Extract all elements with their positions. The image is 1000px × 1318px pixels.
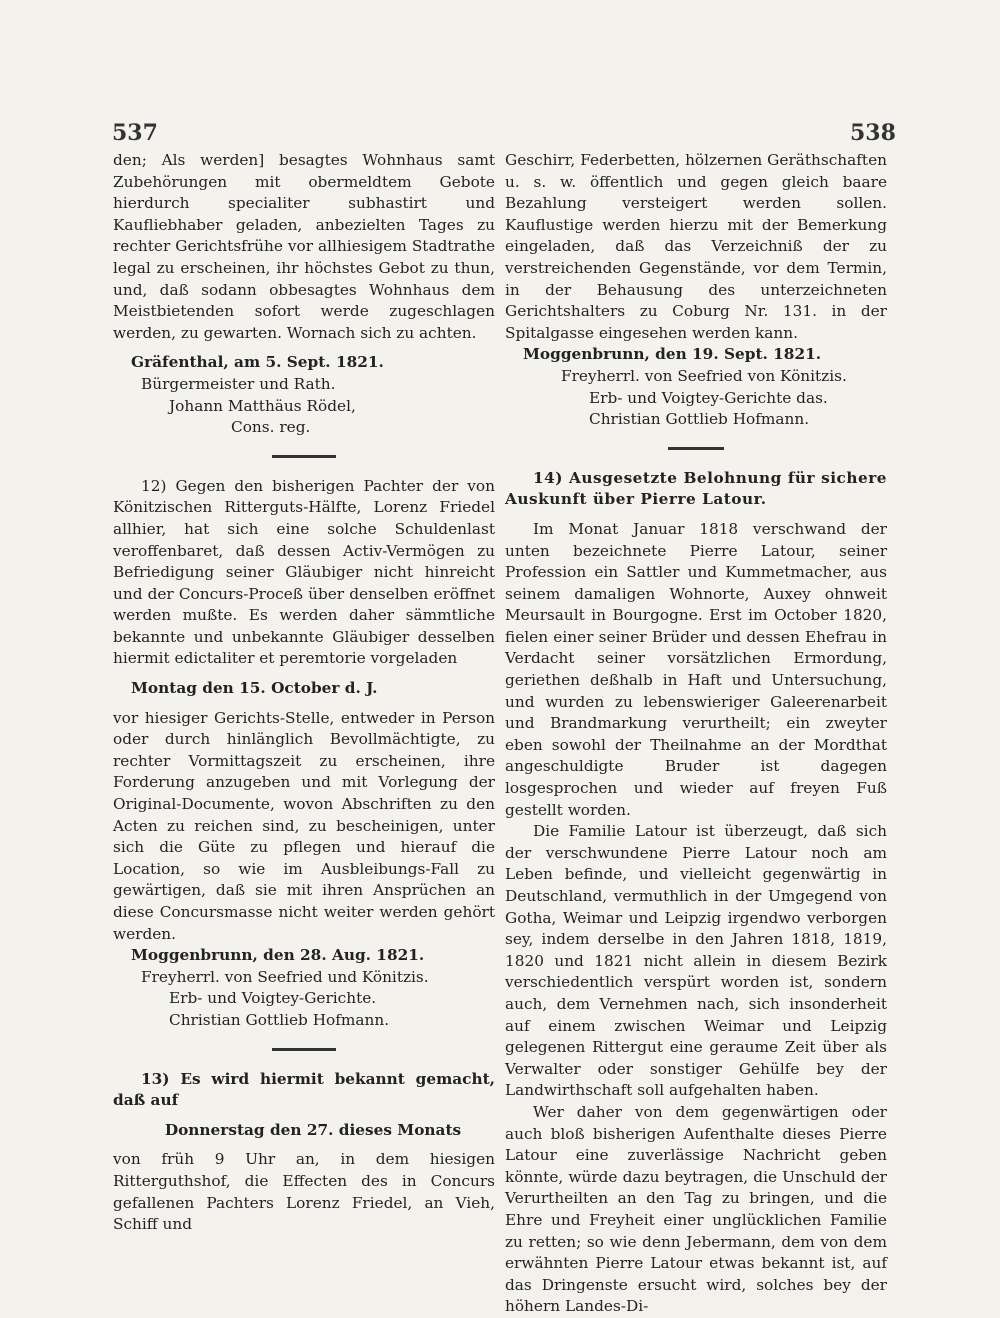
section-divider xyxy=(272,1048,336,1051)
notice-13-heading: 13) Es wird hiermit bekannt gemacht, daß auf xyxy=(113,1069,495,1110)
notice-12-dateline: Moggenbrunn, den 28. Aug. 1821. xyxy=(131,946,425,965)
notice-14-heading: 14) Ausgesetzte Belohnung für sichere Auskunft über Pierre Latour. xyxy=(505,468,887,509)
right-column xyxy=(505,150,887,1316)
notice-14-paragraph-2: Die Familie Latour ist überzeugt, daß sich der verschwundene Pierre Latour noch am Leben befinde, und vielleicht gegenwärtig in Deutschland, vermuthlich in der Umgegend von Gotha, Weimar und Leipzig irgendwo verborgen sey, indem derselbe in den Jahren 1818, 1819, 1820 und 1821 nicht allein in diesem Bezirk verschiedentlich verspürt worden ist, sondern auch, dem Vernehmen nach, sich insonderheit auf einem zwischen Weimar und Leipzig gelegenen Rittergut eine geraume Zeit über als Verwalter oder sonstiger Gehülfe bey der Landwirthschaft soll aufgehalten haben. xyxy=(505,822,887,1100)
notice-13-body-continued: Geschirr, Federbetten, hölzernen Geräthschaften u. s. w. öffentlich und gegen gleich baare Bezahlung versteigert werden sollen. Kauflustige werden hierzu mit der Bemerkung eingeladen, daß das Verzeichniß der zu verstreichenden Gegenstände, vor dem Termin, in der Behausung des unterzeichneten Gerichtshalters zu Coburg Nr. 131. in der Spitalgasse eingesehen werden kann. xyxy=(505,151,887,342)
notice-12-signature-name: Christian Gottlieb Hofmann. xyxy=(169,1010,390,1029)
notice-11-signature-title: Cons. reg. xyxy=(231,418,311,437)
notice-14-paragraph-1: Im Monat Januar 1818 verschwand der unten bezeichnete Pierre Latour, seiner Profession ein Sattler und Kummetmacher, aus seinem damaligen Wohnorte, Auxey ohnweit Meursault in Bourgogne. Erst im October 1820, fielen einer seiner Brüder und dessen Ehefrau in Verdacht seiner vorsätzlichen Ermordung, geriethen deßhalb in Haft und Untersuchung, und wurden zu lebenswieriger Galeerenarbeit und Brandmarkung verurtheilt; ein zweyter eben sowohl der Theilnahme an der Mordthat angeschuldigte Bruder ist dagegen losgesprochen und wieder auf freyen Fuß gestellt worden. xyxy=(505,519,887,819)
notice-12-signature-office: Erb- und Voigtey-Gerichte. xyxy=(169,989,377,1008)
notice-12-signature-court: Freyherrl. von Seefried und Könitzis. xyxy=(141,967,429,986)
notice-13-signature-name: Christian Gottlieb Hofmann. xyxy=(589,410,810,429)
notice-12-heading: 12) Gegen den bisherigen Pachter der von Könitzischen Ritterguts-Hälfte, Lorenz Friedel allhier, hat sich eine solche Schuldenlast veroffenbaret, daß dessen Activ-Vermögen zu Befriedigung seiner Gläubiger nicht hinreicht und der Concurs-Proceß über denselben eröffnet werden mußte. Es werden daher sämmtliche bekannte und unbekannte Gläubiger desselben hiermit edictaliter et peremtorie vorgeladen xyxy=(113,476,495,668)
notice-13-body: von früh 9 Uhr an, in dem hiesigen Ritterguthshof, die Effecten des in Concurs gefallenen Pachters Lorenz Friedel, an Vieh, Schiff und xyxy=(113,1150,495,1234)
notice-11-signature-authority: Bürgermeister und Rath. xyxy=(141,374,336,393)
section-divider xyxy=(272,455,336,458)
notice-11-signature-name: Johann Matthäus Rödel, xyxy=(169,396,356,415)
notice-11-dateline: Gräfenthal, am 5. Sept. 1821. xyxy=(131,353,384,372)
notice-11-body: den; Als werden] besagtes Wohnhaus samt Zubehörungen mit obermeldtem Gebote hierdurch specialiter subhastirt und Kaufliebhaber geladen, anbezielten Tages zu rechter Gerichtsfrühe vor allhiesigem Stadtrathe legal zu erscheinen, ihr höchstes Gebot zu thun, und, daß sodann obbesagtes Wohnhaus dem Meistbietenden sofort werde zugeschlagen werden, zu gewarten. Wornach sich zu achten. xyxy=(113,151,495,342)
left-column xyxy=(113,150,495,1234)
notice-13-signature-office: Erb- und Voigtey-Gerichte das. xyxy=(589,388,828,407)
notice-13-signature-court: Freyherrl. von Seefried von Könitzis. xyxy=(561,366,847,385)
page-number-right: 538 xyxy=(850,120,896,146)
notice-13-dateline: Moggenbrunn, den 19. Sept. 1821. xyxy=(523,345,822,364)
notice-12-body: vor hiesiger Gerichts-Stelle, entweder in Person oder durch hinlänglich Bevollmächtigte, zu rechter Vormittagszeit zu erscheinen, ihre Forderung anzugeben und mit Vorlegung der Original-Documente, wovon Abschriften zu den Acten zu reichen sind, zu bescheinigen, unter sich die Güte zu pflegen und hierauf die Location, so wie im Ausbleibungs-Fall zu gewärtigen, daß sie mit ihren Ansprüchen an diese Concursmasse nicht weiter werden gehört werden. xyxy=(113,708,495,943)
notice-12-date: Montag den 15. October d. J. xyxy=(131,679,378,698)
notice-14-paragraph-3: Wer daher von dem gegenwärtigen oder auch bloß bisherigen Aufenthalte dieses Pierre Latour eine zuverlässige Nachricht geben könnte, würde dazu beytragen, die Unschuld der Verurtheilten an den Tag zu bringen, und die Ehre und Freyheit einer unglücklichen Familie zu retten; so wie denn Jebermann, dem von dem erwähnten Pierre Latour etwas bekannt ist, auf das Dringenste ersucht wird, solches bey der höhern Landes-Di- xyxy=(505,1102,887,1316)
page-number-left: 537 xyxy=(112,120,158,146)
section-divider xyxy=(668,447,724,450)
notice-13-date: Donnerstag den 27. dieses Monats xyxy=(164,1120,462,1139)
